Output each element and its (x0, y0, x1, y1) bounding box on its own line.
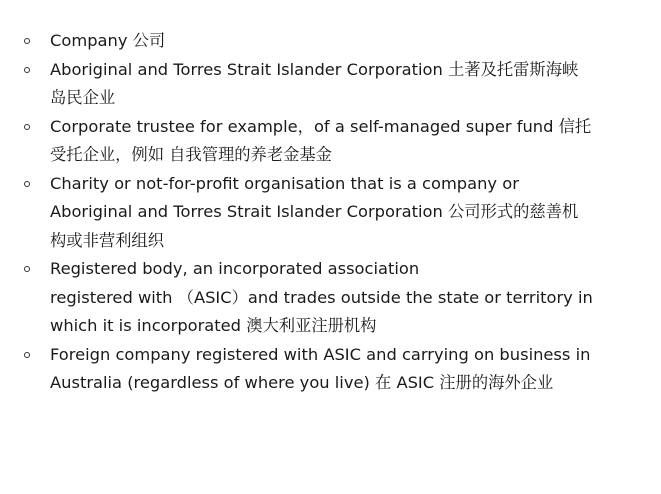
entity-type-list (0, 27, 661, 398)
item-text-line: 岛民企业 (50, 88, 116, 107)
item-text-line: Foreign company registered with ASIC and carrying on business in (50, 344, 591, 364)
list-item (0, 255, 661, 341)
circle-bullet-icon (24, 67, 30, 73)
list-item (0, 341, 661, 398)
item-text-line: Company 公司 (50, 31, 166, 50)
circle-bullet-icon (24, 124, 30, 130)
item-text-line: Registered body, an incorporated association (50, 259, 420, 278)
circle-bullet-icon (24, 38, 30, 44)
item-text-line: which it is incorporated 澳大利亚注册机构 (50, 316, 377, 335)
circle-bullet-icon (24, 266, 30, 272)
circle-bullet-icon (24, 181, 30, 187)
list-item (0, 170, 661, 256)
list-item (0, 27, 661, 56)
item-text-line: 构或非营利组织 (50, 230, 164, 250)
item-text-line: registered with （ASIC）and trades outside the state or territory in (50, 287, 593, 307)
item-text-line: Charity or not-for-profit organisation that is a company or (50, 173, 519, 193)
item-text-line: Aboriginal and Torres Strait Islander Corporation 土著及托雷斯海峡 (50, 59, 579, 79)
item-text-line: Corporate trustee for example，of a self-managed super fund 信托 (50, 116, 592, 136)
list-item (0, 56, 661, 113)
item-text-line: Aboriginal and Torres Strait Islander Corporation 公司形式的慈善机 (50, 202, 579, 221)
item-text-line: Australia (regardless of where you live) 在 ASIC 注册的海外企业 (50, 373, 554, 392)
circle-bullet-icon (24, 352, 30, 358)
list-item (0, 113, 661, 170)
item-text-line: 受托企业，例如 自我管理的养老金基金 (50, 145, 332, 164)
